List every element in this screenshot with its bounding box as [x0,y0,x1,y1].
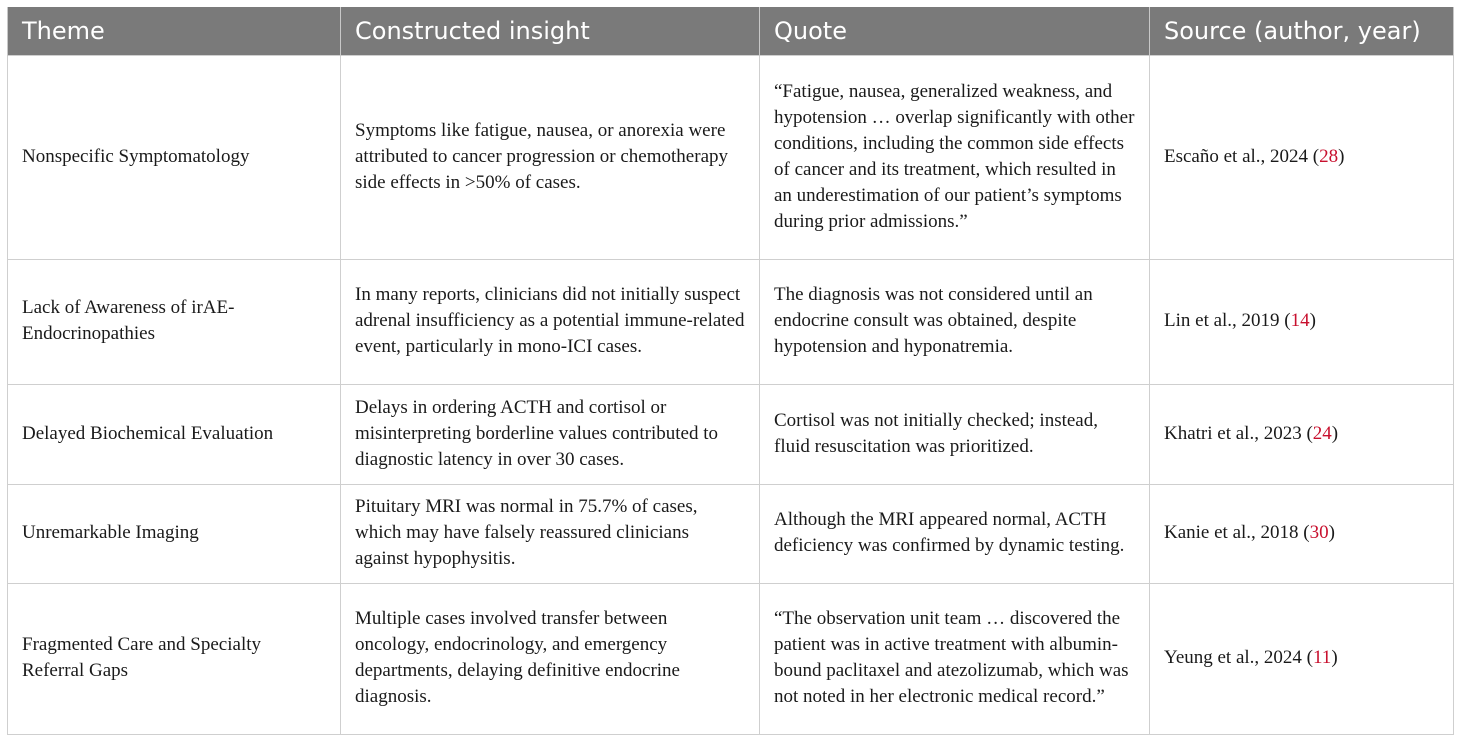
cell-theme: Lack of Awareness of irAE-Endocrinopathies [8,260,341,385]
cell-insight: In many reports, clinicians did not initially suspect adrenal insufficiency as a potential immune-related event, particularly in mono-ICI cases. [341,260,760,385]
cell-source [1150,485,1454,584]
table-row [8,485,1454,584]
reference-link[interactable]: 30 [1309,522,1329,543]
source-text: Escaño et al., 2024 ( [1164,145,1320,167]
cell-theme: Unremarkable Imaging [8,485,341,584]
cell-insight: Symptoms like fatigue, nausea, or anorexia were attributed to cancer progression or chemotherapy side effects in >50% of cases. [341,56,760,260]
reference-link[interactable]: 24 [1312,422,1332,444]
source-close: ) [1331,422,1339,444]
cell-theme: Nonspecific Symptomatology [8,56,341,260]
reference-link[interactable]: 14 [1290,310,1310,331]
cell-insight: Multiple cases involved transfer between oncology, endocrinology, and emergency departments, delaying definitive endocrine diagnosis. [341,584,760,735]
reference-link[interactable]: 28 [1319,145,1339,167]
header-row [8,7,1454,56]
cell-source [1150,260,1454,385]
cell-quote: “Fatigue, nausea, generalized weakness, and hypotension … overlap significantly with other conditions, including the common side effects of cancer and its treatment, which resulted in an underestimation of our patient’s symptoms during prior admissions.” [760,56,1150,260]
table-row [8,260,1454,385]
cell-quote: Although the MRI appeared normal, ACTH deficiency was confirmed by dynamic testing. [760,485,1150,584]
source-close: ) [1338,145,1345,167]
cell-insight: Pituitary MRI was normal in 75.7% of cases, which may have falsely reassured clinicians against hypophysitis. [341,485,760,584]
cell-source [1150,385,1454,485]
header-source: Source (author, year) [1150,7,1454,56]
source-close: ) [1309,310,1316,331]
themes-table [7,7,1454,735]
cell-quote: The diagnosis was not considered until an endocrine consult was obtained, despite hypotension and hyponatremia. [760,260,1150,385]
table-row [8,56,1454,260]
cell-insight: Delays in ordering ACTH and cortisol or misinterpreting borderline values contributed to diagnostic latency in over 30 cases. [341,385,760,485]
source-close: ) [1328,522,1335,543]
source-text: Yeung et al., 2024 ( [1164,647,1314,668]
cell-source [1150,584,1454,735]
reference-link[interactable]: 11 [1313,647,1332,668]
table-row [8,584,1454,735]
cell-source [1150,56,1454,260]
source-text: Kanie et al., 2018 ( [1164,522,1310,543]
cell-theme: Delayed Biochemical Evaluation [8,385,341,485]
source-text: Khatri et al., 2023 ( [1164,422,1313,444]
header-quote: Quote [760,7,1150,56]
table-row [8,385,1454,485]
header-theme: Theme [8,7,341,56]
header-insight: Constructed insight [341,7,760,56]
cell-quote: Cortisol was not initially checked; instead, fluid resuscitation was prioritized. [760,385,1150,485]
source-close: ) [1331,647,1338,668]
cell-theme: Fragmented Care and Specialty Referral Gaps [8,584,341,735]
cell-quote: “The observation unit team … discovered the patient was in active treatment with albumin-bound paclitaxel and atezolizumab, which was not noted in her electronic medical record.” [760,584,1150,735]
source-text: Lin et al., 2019 ( [1164,310,1291,331]
